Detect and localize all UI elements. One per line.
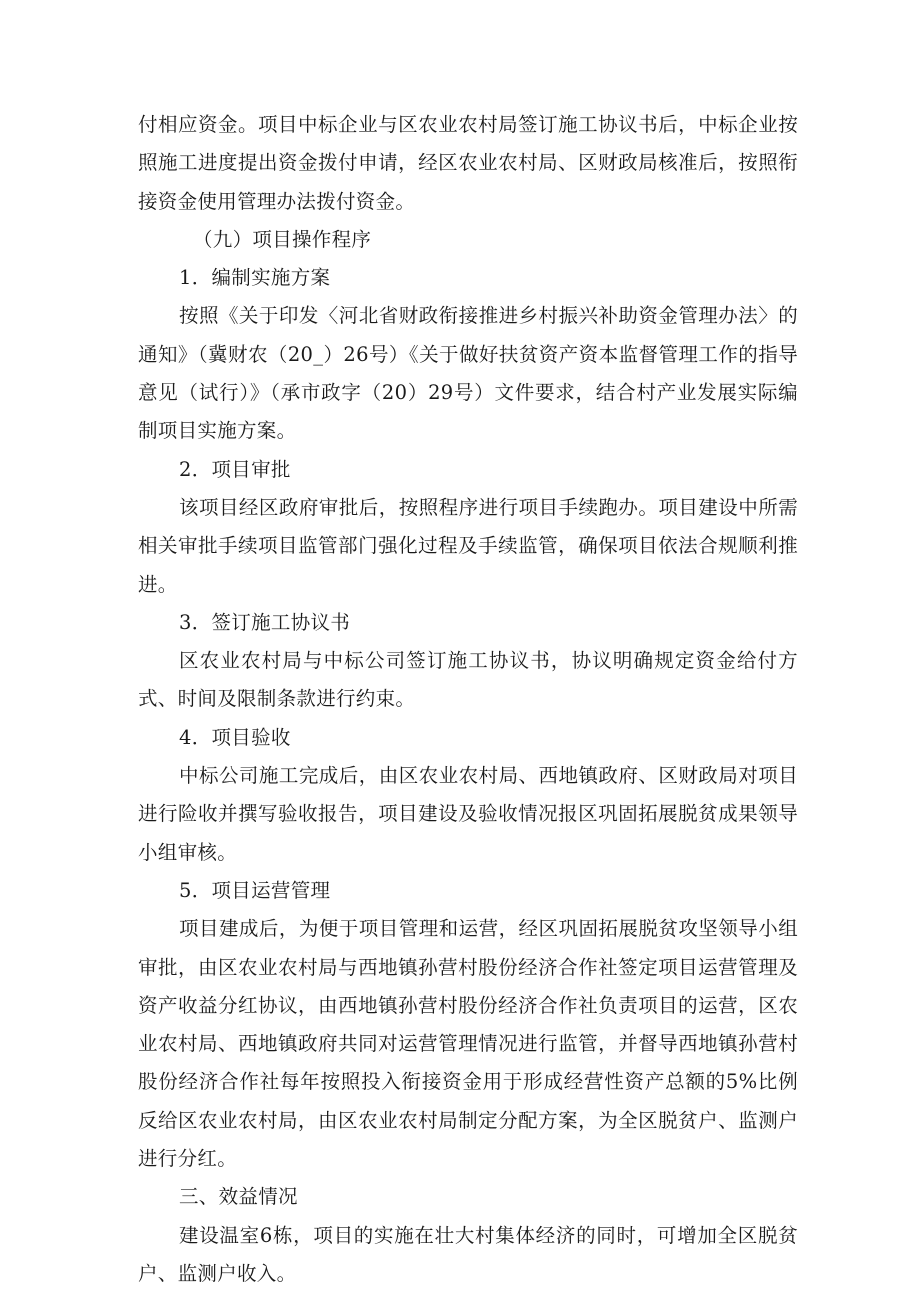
paragraph-benefits: 建设温室6栋，项目的实施在壮大村集体经济的同时，可增加全区脱贫户、监测户收入。 [138, 1223, 798, 1285]
step-heading-2: 2．项目审批 [179, 457, 291, 481]
paragraph-funding-payment: 付相应资金。项目中标企业与区农业农村局签订施工协议书后，中标企业按照施工进度提出资金拨付申请，经区农业农村局、区财政局核准后，按照衔接资金使用管理办法拨付资金。 [138, 113, 798, 213]
step-heading-4: 4．项目验收 [179, 725, 291, 749]
step-heading-1: 1．编制实施方案 [179, 266, 331, 290]
paragraph-step-2: 该项目经区政府审批后，按照程序进行项目手续跑办。项目建设中所需相关审批手续项目监管部门强化过程及手续监管，确保项目依法合规顺利推进。 [138, 495, 798, 596]
step-heading-3: 3．签订施工协议书 [179, 610, 351, 634]
paragraph-step-5: 项目建成后，为便于项目管理和运营，经区巩固拓展脱贫攻坚领导小组审批，由区农业农村局与西地镇孙营村股份经济合作社签定项目运营管理及资产收益分红协议，由西地镇孙营村股份经济合作社负责项目的运营，区农业农村局、西地镇政府共同对运营管理情况进行监管，并督导西地镇孙营村股份经济合作社每年按照投入衔接资金用于形成经营性资产总额的5%比例反给区农业农村局，由区农业农村局制定分配方案，为全区脱贫户、监测户进行分红。 [138, 917, 798, 1171]
section-heading-operation-procedure: （九）项目操作程序 [193, 227, 372, 251]
paragraph-step-4: 中标公司施工完成后，由区农业农村局、西地镇政府、区财政局对项目进行险收并撰写验收报告，项目建设及验收情况报区巩固拓展脱贫成果领导小组审核。 [138, 764, 798, 864]
document-body [138, 106, 798, 1293]
section-heading-benefits: 三、效益情况 [179, 1185, 298, 1209]
step-heading-5: 5．项目运营管理 [179, 878, 331, 902]
paragraph-step-3: 区农业农村局与中标公司签订施工协议书，协议明确规定资金给付方式、时间及限制条款进行约束。 [138, 649, 798, 711]
paragraph-step-1: 按照《关于印发〈河北省财政衔接推进乡村振兴补助资金管理办法〉的通知》（冀财农（20_）26号）《关于做好扶贫资产资本监督管理工作的指导意见（试行）》（承市政字（20）29号）文件要求，结合村产业发展实际编制项目实施方案。 [138, 304, 798, 443]
